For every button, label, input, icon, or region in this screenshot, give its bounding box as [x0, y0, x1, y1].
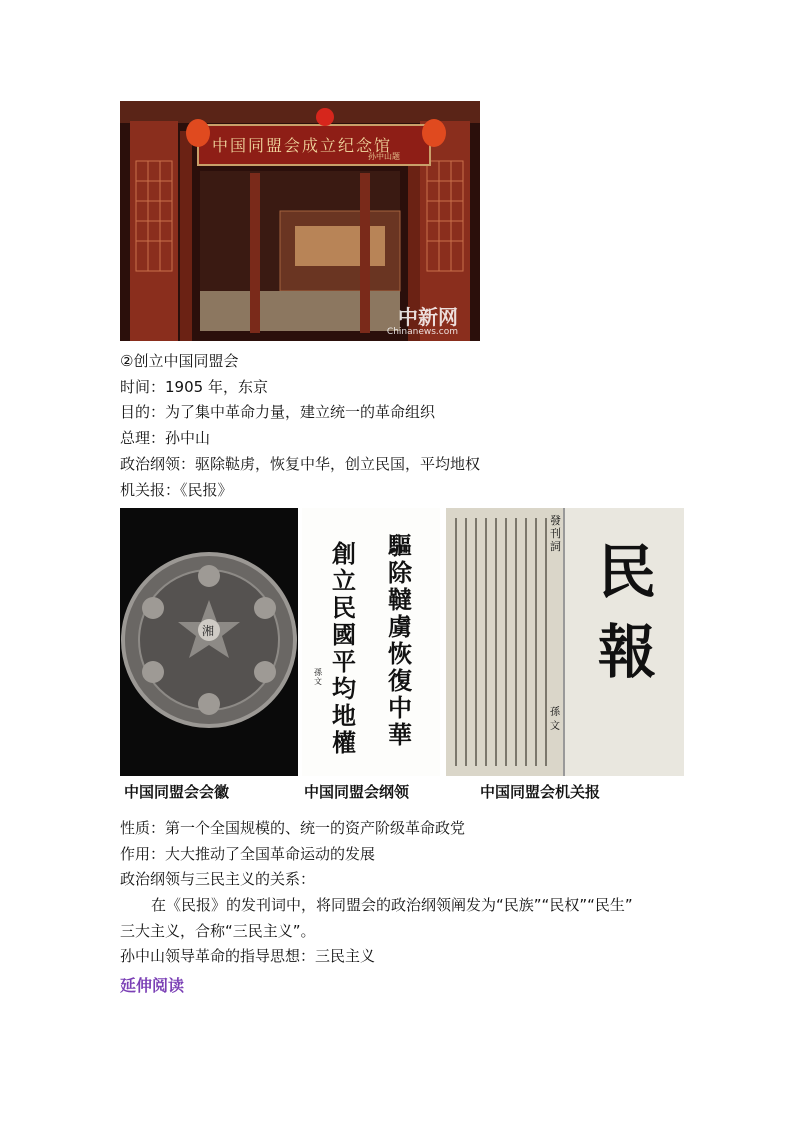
newspaper-heading: 發刊詞: [550, 514, 561, 553]
plaque-signature: 孙中山题: [368, 152, 400, 161]
extended-reading-heading: 延伸阅读: [120, 976, 185, 995]
program-calligraphy: [302, 508, 440, 776]
newspaper-signature: 孫 文: [550, 707, 560, 732]
newspaper-image: [446, 508, 684, 776]
badge-center-char: 湘: [202, 624, 215, 638]
nature-line: 性质：第一个全国规模的、统一的资产阶级革命政党: [120, 819, 466, 837]
watermark-url: Chinanews.com: [386, 327, 458, 337]
caption-newspaper: 中国同盟会机关报: [480, 783, 601, 801]
minbao-title: 民報: [598, 538, 657, 686]
relation-body-1: 在《民报》的发刊词中，将同盟会的政治纲领阐发为“民族”“民权”“民生”: [151, 896, 633, 914]
plaque-text: 中国同盟会成立纪念馆: [212, 136, 393, 155]
program-signature: 孫文: [314, 668, 322, 686]
badge-image: [120, 508, 298, 776]
guiding-line: 孙中山领导革命的指导思想：三民主义: [120, 947, 376, 965]
memorial-hall-photo: [120, 101, 480, 341]
time-line: 时间：1905 年，东京: [120, 378, 268, 396]
purpose-line: 目的：为了集中革命力量，建立统一的革命组织: [120, 403, 436, 421]
caption-program: 中国同盟会纲领: [304, 783, 410, 801]
program-column-1: 驅除韃虜恢復中華: [388, 531, 412, 749]
leader-line: 总理：孙中山: [120, 429, 211, 447]
caption-badge: 中国同盟会会徽: [124, 783, 230, 801]
relation-title: 政治纲领与三民主义的关系：: [120, 870, 316, 888]
program-line: 政治纲领：驱除鞑虏，恢复中华，创立民国，平均地权: [120, 455, 481, 473]
figure-strip: [120, 508, 684, 776]
newspaper-line: 机关报：《民报》: [120, 481, 233, 499]
program-column-2: 創立民國平均地權: [332, 539, 356, 757]
effect-line: 作用：大大推动了全国革命运动的发展: [120, 845, 376, 863]
relation-body-2: 三大主义，合称“三民主义”。: [120, 922, 316, 940]
section-heading: ②创立中国同盟会: [120, 352, 239, 370]
watermark-logo: 中新网: [398, 305, 458, 329]
